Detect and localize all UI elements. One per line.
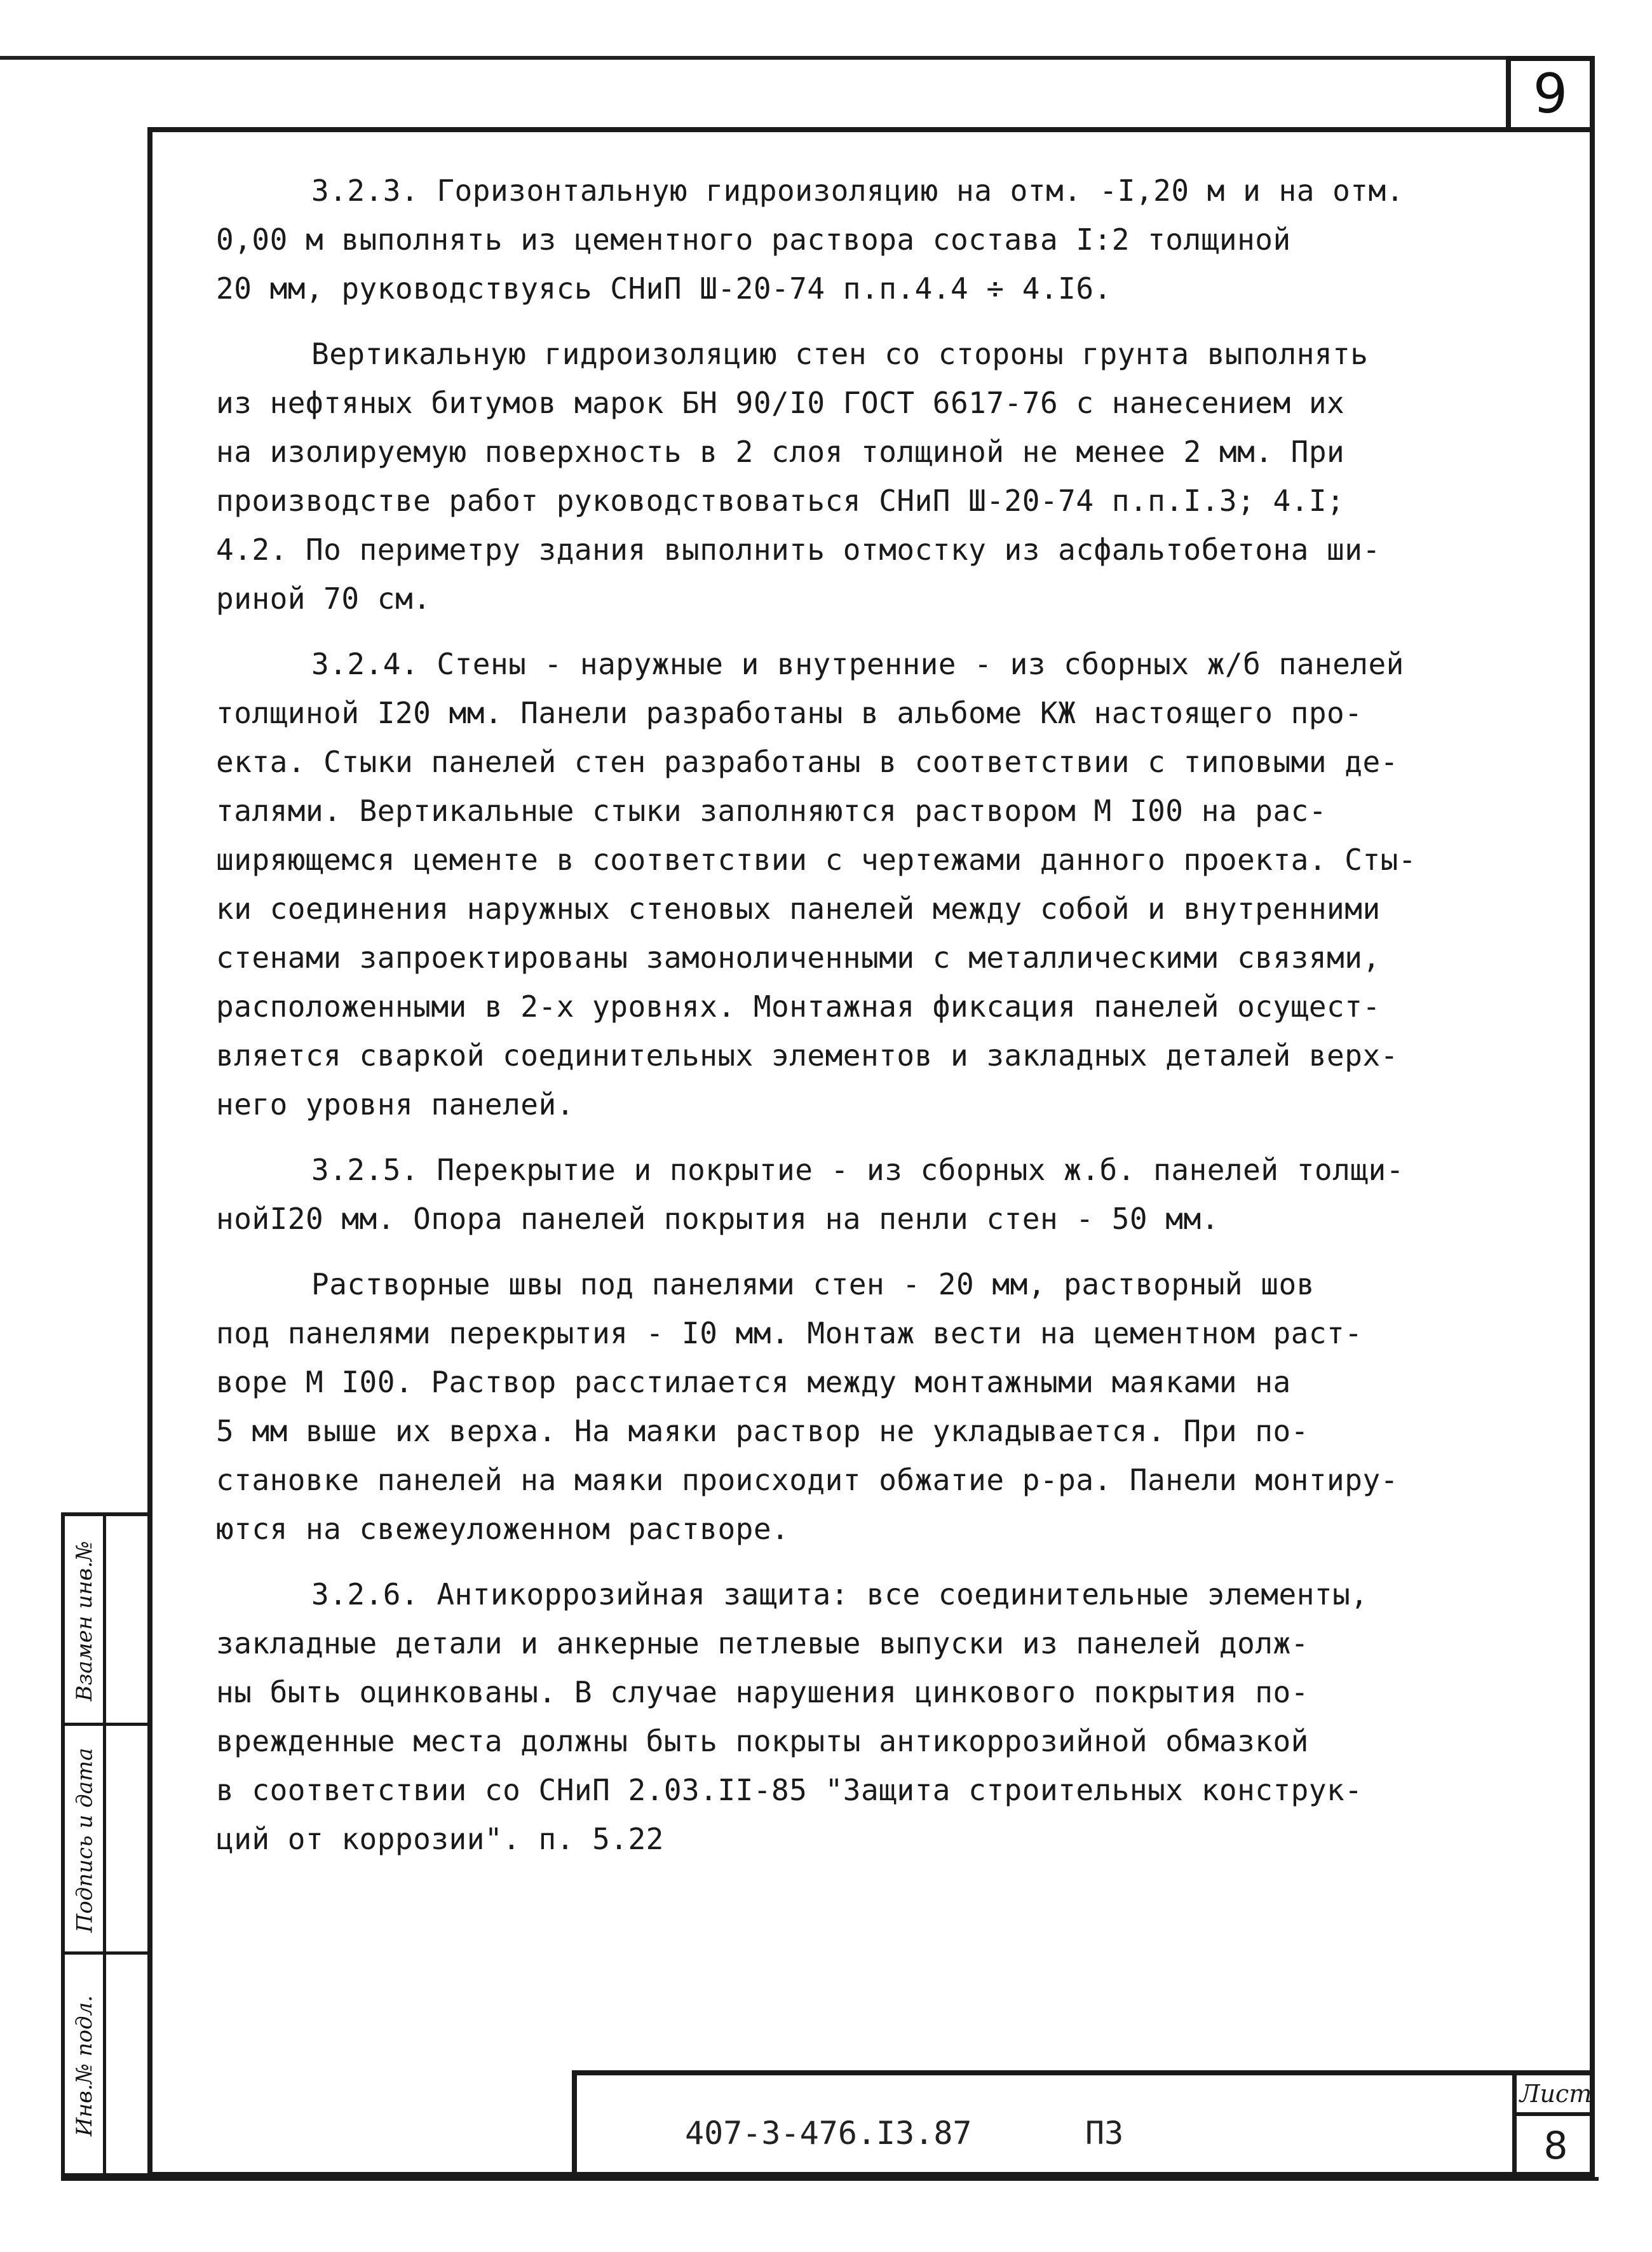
text-line: 3.2.6. Антикоррозийная защита: все соединительные элементы,: [311, 1577, 1369, 1611]
bottom-frame-rule: [61, 2177, 1599, 2181]
text-line: 20 мм, руководствуясь СНиП Ш-20-74 п.п.4.4 ÷ 4.I6.: [216, 271, 1112, 306]
text-line: 3.2.5. Перекрытие и покрытие - из сборных ж.б. панелей толщи-: [311, 1153, 1404, 1187]
text-line: нойI20 мм. Опора панелей покрытия на пенли стен - 50 мм.: [216, 1202, 1219, 1236]
side-stamp-signature-label: Подпись и дата: [72, 1747, 98, 1933]
text-line: ций от коррозии". п. 5.22: [216, 1822, 664, 1856]
text-line: ки соединения наружных стеновых панелей между собой и внутренними: [216, 892, 1381, 926]
text-line: ширяющемся цементе в соответствии с чертежами данного проекта. Сты-: [216, 843, 1417, 877]
top-scan-rule: [0, 56, 1512, 60]
side-stamp: [61, 1512, 147, 2177]
text-line: талями. Вертикальные стыки заполняются раствором М I00 на рас-: [216, 794, 1327, 828]
text-line: 5 мм выше их верха. На маяки раствор не укладывается. При по-: [216, 1414, 1309, 1448]
text-line: 4.2. По периметру здания выполнить отмостку из асфальтобетона ши-: [216, 532, 1381, 567]
text-line: вляется сваркой соединительных элементов и закладных деталей верх-: [216, 1038, 1398, 1073]
paragraph-mortar-joints: [216, 1260, 1512, 1554]
text-line: врежденные места должны быть покрыты антикоррозийной обмазкой: [216, 1724, 1309, 1758]
sheet-label: Лист: [1517, 2075, 1595, 2116]
text-line: 3.2.4. Стены - наружные и внутренние - из сборных ж/б панелей: [311, 647, 1404, 681]
paragraph-3-2-3: [216, 166, 1512, 313]
side-stamp-inventory-label: Инв.№ подл.: [72, 1995, 97, 2136]
text-line: толщиной I20 мм. Панели разработаны в альбоме КЖ настоящего про-: [216, 696, 1363, 730]
text-line: закладные детали и анкерные петлевые выпуски из панелей долж-: [216, 1626, 1309, 1660]
text-line: ются на свежеуложенном растворе.: [216, 1512, 790, 1546]
paragraph-3-2-5: [216, 1146, 1512, 1244]
paragraph-3-2-4: [216, 640, 1512, 1129]
text-line: стенами запроектированы замоноличенными с металлическими связями,: [216, 940, 1381, 975]
text-line: 0,00 м выполнять из цементного раствора состава I:2 толщиной: [216, 222, 1291, 257]
sheet-cell: [1512, 2075, 1595, 2177]
text-line: расположенными в 2-х уровнях. Монтажная фиксация панелей осущест-: [216, 989, 1381, 1024]
text-line: из нефтяных битумов марок БН 90/I0 ГОСТ 6617-76 с нанесением их: [216, 386, 1345, 420]
text-line: екта. Стыки панелей стен разработаны в соответствии с типовыми де-: [216, 745, 1398, 779]
document-body: [216, 166, 1512, 1880]
document-code: 407-3-476.I3.87: [685, 2115, 972, 2152]
text-line: ны быть оцинкованы. В случае нарушения цинкового покрытия по-: [216, 1675, 1309, 1709]
document-type: ПЗ: [1085, 2115, 1124, 2152]
text-line: воре М I00. Раствор расстилается между монтажными маяками на: [216, 1365, 1291, 1399]
text-line: под панелями перекрытия - I0 мм. Монтаж вести на цементном раст-: [216, 1316, 1363, 1350]
text-line: на изолируемую поверхность в 2 слоя толщиной не менее 2 мм. При: [216, 435, 1345, 469]
text-line: риной 70 см.: [216, 581, 431, 616]
paragraph-vertical-waterproofing: [216, 330, 1512, 623]
text-line: становке панелей на маяки происходит обжатие р-ра. Панели монтиру-: [216, 1463, 1398, 1497]
text-line: производстве работ руководствоваться СНиП Ш-20-74 п.п.I.3; 4.I;: [216, 484, 1345, 518]
text-line: 3.2.3. Горизонтальную гидроизоляцию на отм. -I,20 м и на отм.: [311, 173, 1404, 208]
side-stamp-replaces-label: Взамен инв.№: [72, 1540, 98, 1702]
text-line: него уровня панелей.: [216, 1087, 574, 1122]
sheet-number: 8: [1543, 2124, 1568, 2168]
title-block: [572, 2070, 1595, 2177]
page-number-top: 9: [1506, 56, 1595, 132]
text-line: Растворные швы под панелями стен - 20 мм, растворный шов: [311, 1267, 1315, 1301]
text-line: Вертикальную гидроизоляцию стен со стороны грунта выполнять: [311, 337, 1369, 371]
paragraph-3-2-6: [216, 1570, 1512, 1864]
text-line: в соответствии со СНиП 2.03.II-85 "Защита строительных конструк-: [216, 1773, 1363, 1807]
